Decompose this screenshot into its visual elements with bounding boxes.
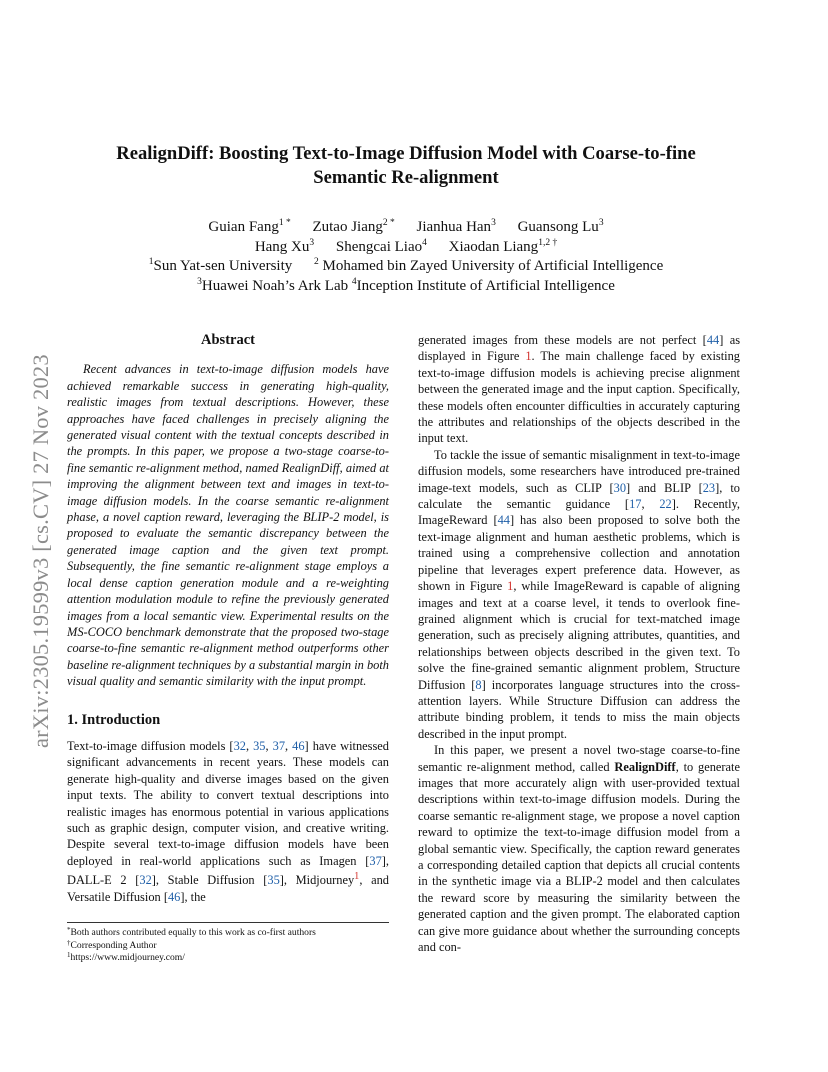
intro-heading: 1. Introduction — [67, 711, 161, 728]
citation-link[interactable]: 37 — [369, 853, 382, 868]
citation-link[interactable]: 22 — [659, 497, 672, 512]
author-name: Jianhua Han — [416, 219, 492, 235]
abstract-heading: Abstract — [201, 332, 255, 348]
affiliation: Sun Yat-sen University — [153, 258, 293, 274]
citation-link[interactable]: 46 — [167, 889, 181, 904]
affil-number: 2 — [314, 257, 319, 267]
right-column — [418, 332, 740, 955]
footnote-1: *Both authors contributed equally to this work as co-first authors — [67, 926, 316, 938]
author-line-1 — [70, 218, 742, 238]
author-name: Zutao Jiang — [312, 219, 383, 235]
abstract-text: Recent advances in text-to-image diffusion models have achieved remarkable success in generating high-quality, realistic images from textual descriptions. However, these approaches have faced challenges in precisely aligning the generated visual content with the textual concepts described in the prompts. In this paper, we propose a two-stage coarse-to-fine semantic re-alignment method, named RealignDiff, aimed at improving the alignment between text and images in text-to-image diffusion models. In the coarse semantic re-alignment phase, a novel caption reward, leveraging the BLIP-2 model, is proposed to evaluate the semantic discrepancy between the generated image caption and the given text prompt. Subsequently, the fine semantic re-alignment stage employs a local dense caption generation module and a re-weighting attention modulation module to refine the previously generated images from a local semantic view. Experimental results on the MS-COCO benchmark demonstrate that the proposed two-stage coarse-to-fine semantic re-alignment method outperforms other baseline re-alignment techniques by a substantial margin in both visual quality and semantic similarity with the input prompt. — [67, 362, 389, 689]
citation-link[interactable]: 46 — [292, 738, 305, 753]
method-name: RealignDiff — [614, 759, 676, 774]
right-paragraph-1: generated images from these models are not perfect [44] as displayed in Figure 1. The main challenge faced by existing text-to-image diffusion models is achieving precise alignment between the generated image and the input caption. Specifically, these models often encounter difficulties in accurately capturing the attributes and relationships of the objects described in the input text. — [418, 333, 741, 446]
citation-link[interactable]: 23 — [702, 480, 716, 495]
affiliation-line-2 — [70, 277, 742, 297]
author-affil: 2 * — [382, 218, 395, 228]
citation-link[interactable]: 32 — [233, 738, 246, 753]
author-line-2 — [70, 238, 742, 258]
affiliation: Huawei Noah’s Ark Lab — [201, 277, 352, 294]
citation-link[interactable]: 30 — [613, 480, 627, 495]
intro-paragraph: Text-to-image diffusion models [32, 35, 37, 46] have witnessed significant advancements in recent years. These models can generate high-quality and diverse images based on the given input texts. The ability to convert textual descriptions into realistic images has enormous potential in various applications such as graphic design, computer vision, and creative writing. Despite several text-to-image diffusion models have been deployed in real-world applications such as Imagen [37], DALL-E 2 [32], Stable Diffusion [35], Midjourney$^1$, and Versatile Diffusion [46], the — [67, 738, 390, 904]
author-affil: 4 — [422, 237, 427, 248]
affiliation: Mohamed bin Zayed University of Artificial Intelligence — [318, 258, 664, 274]
figure-link[interactable]: 1 — [525, 349, 532, 364]
author-block — [70, 218, 742, 296]
title-line-1: RealignDiff: Boosting Text-to-Image Diffusion Model with Coarse-to-fine — [116, 143, 696, 164]
affil-number: 1 — [148, 257, 154, 267]
affiliation-line-1 — [70, 257, 742, 277]
author-name: Hang Xu — [254, 238, 310, 255]
affil-number: 3 — [197, 276, 202, 287]
author-affil: 3 — [491, 218, 496, 228]
author-affil: 3 — [598, 218, 604, 228]
figure-link[interactable]: 1 — [507, 579, 514, 594]
author-affil: 1 * — [278, 218, 291, 228]
citation-link[interactable]: 8 — [475, 677, 482, 692]
paper-title — [70, 142, 742, 190]
author-affil: 3 — [309, 237, 315, 248]
author-affil: 1,2 † — [538, 237, 558, 248]
citation-link[interactable]: 17 — [629, 497, 642, 512]
right-paragraph-3: In this paper, we present a novel two-stage coarse-to-fine semantic re-alignment method, called RealignDiff, to generate images that more accurately align with user-provided textual descriptions within text-to-image diffusion models. During the coarse semantic re-alignment stage, we propose a novel caption reward to optimize the text-to-image diffusion model from a global semantic view. Specifically, the caption reward generates a corresponding detailed caption that depicts all crucial contents in the synthetic image via a BLIP-2 model and then calculates the reward score by measuring the similarity between the generated caption and the given prompt. The elaborated caption can give more guidance about whether the surrounding concepts and con- — [418, 743, 740, 955]
citation-link[interactable]: 44 — [706, 333, 720, 347]
footnote-3: $^1$https://www.midjourney.com/ — [67, 951, 185, 964]
citation-link[interactable]: 35 — [267, 873, 280, 888]
citation-link[interactable]: 44 — [497, 513, 510, 528]
affil-number: 4 — [351, 276, 357, 287]
citation-link[interactable]: 32 — [139, 873, 152, 888]
author-name: Shengcai Liao — [335, 238, 423, 255]
affiliation: Inception Institute of Artificial Intelligence — [356, 277, 615, 294]
title-line-2: Semantic Re-alignment — [313, 167, 499, 188]
footnote-link[interactable]: 1 — [354, 871, 360, 883]
author-name: Guansong Lu — [517, 219, 599, 235]
footnote-2: †Corresponding Author — [67, 938, 157, 951]
citation-link[interactable]: 37 — [272, 738, 286, 753]
author-name: Guian Fang — [208, 219, 279, 235]
arxiv-stamp: arXiv:2305.19599v3 [cs.CV] 27 Nov 2023 — [28, 354, 53, 748]
footnotes — [67, 922, 389, 965]
right-paragraph-2: To tackle the issue of semantic misalignment in text-to-image diffusion models, some researchers have introduced pre-trained image-text models, such as CLIP [30] and BLIP [23], to calculate the semantic guidance [17, 22]. Recently, ImageReward [44] has also been proposed to solve both the text-image alignment and human aesthetic problems, which is trained using a comprehensive collection and annotation pipeline that leverages expert preference data. However, as shown in Figure 1, while ImageReward is capable of aligning images and text at a coarse level, it tends to overlook fine-grained alignment which is crucial for text-matched image generation, such as precisely aligning attributes, quantities, and relationships between objects described in the given text. To solve the fine-grained semantic alignment problem, Structure Diffusion [8] incorporates language structures into the cross-attention layers. While Structure Diffusion can address the attribute binding problem, it tends to miss the main objects described in the input prompt. — [418, 447, 741, 741]
author-name: Xiaodan Liang — [448, 238, 539, 255]
citation-link[interactable]: 35 — [253, 738, 266, 753]
left-column — [67, 332, 389, 905]
